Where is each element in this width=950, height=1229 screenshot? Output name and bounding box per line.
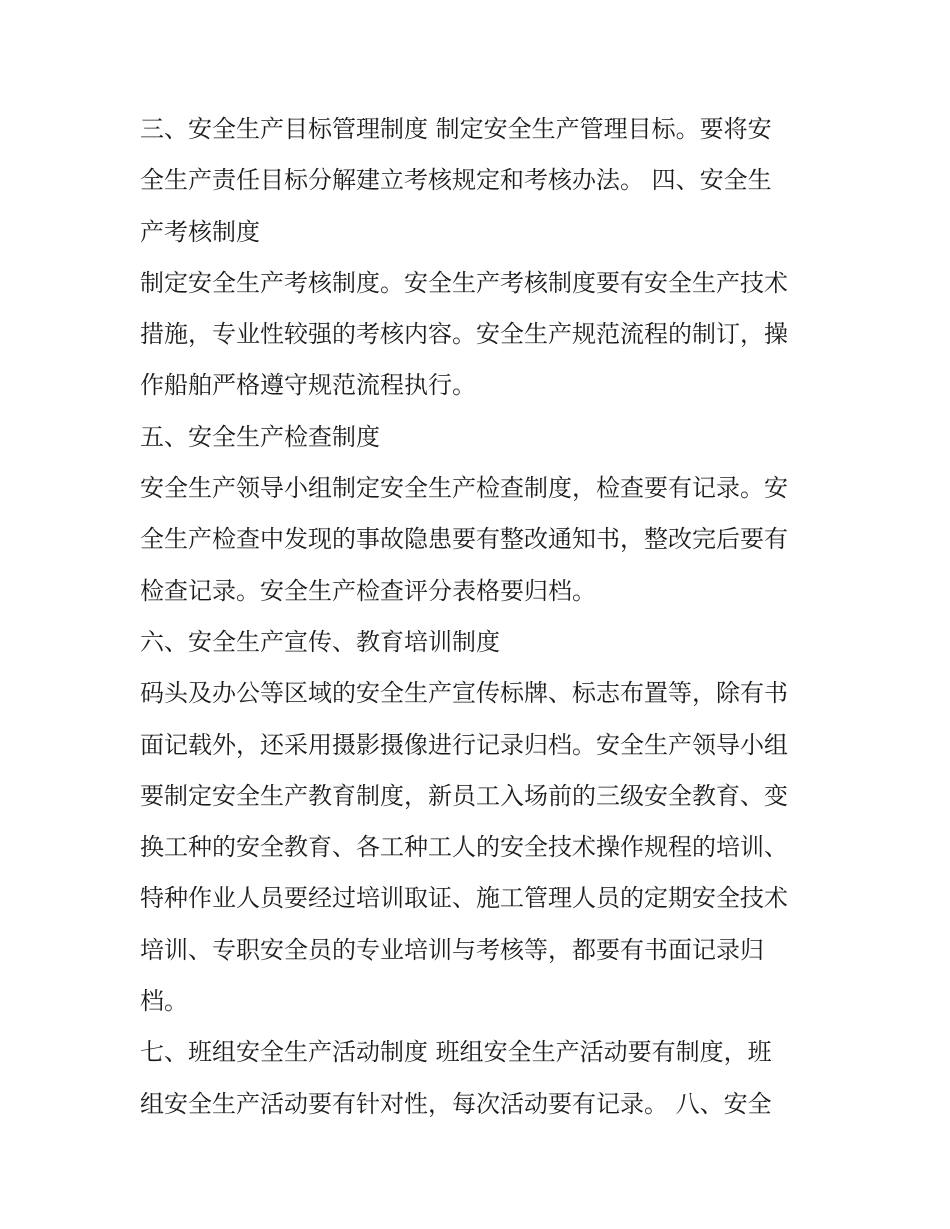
text-line: 作船舶严格遵守规范流程执行。 (140, 371, 476, 400)
text-line: 全生产责任目标分解建立考核规定和考核办法。 四、安全生 (140, 166, 772, 195)
text-line: 七、班组安全生产活动制度 班组安全生产活动要有制度，班 (140, 1038, 772, 1067)
text-line: 产考核制度 (140, 217, 260, 246)
text-line: 档。 (140, 987, 188, 1016)
text-line: 安全生产领导小组制定安全生产检查制度，检查要有记录。安 (140, 474, 788, 503)
text-line: 组安全生产活动要有针对性，每次活动要有记录。 八、安全 (140, 1089, 772, 1118)
text-line: 制定安全生产考核制度。安全生产考核制度要有安全生产技术 (140, 268, 788, 297)
text-line: 全生产检查中发现的事故隐患要有整改通知书，整改完后要有 (140, 525, 788, 554)
text-line: 码头及办公等区域的安全生产宣传标牌、标志布置等，除有书 (140, 679, 788, 708)
text-line: 要制定安全生产教育制度，新员工入场前的三级安全教育、变 (140, 781, 788, 810)
text-line: 检查记录。安全生产检查评分表格要归档。 (140, 576, 596, 605)
text-line: 培训、专职安全员的专业培训与考核等，都要有书面记录归 (140, 935, 764, 964)
text-line: 换工种的安全教育、各工种工人的安全技术操作规程的培训、 (140, 833, 788, 862)
section-heading: 五、安全生产检查制度 (140, 422, 380, 451)
text-line: 面记载外，还采用摄影摄像进行记录归档。安全生产领导小组 (140, 730, 788, 759)
text-line: 特种作业人员要经过培训取证、施工管理人员的定期安全技术 (140, 884, 788, 913)
section-heading: 六、安全生产宣传、教育培训制度 (140, 627, 500, 656)
text-line: 措施，专业性较强的考核内容。安全生产规范流程的制订，操 (140, 320, 788, 349)
document-body (140, 104, 820, 1130)
text-line: 三、安全生产目标管理制度 制定安全生产管理目标。要将安 (140, 115, 772, 143)
